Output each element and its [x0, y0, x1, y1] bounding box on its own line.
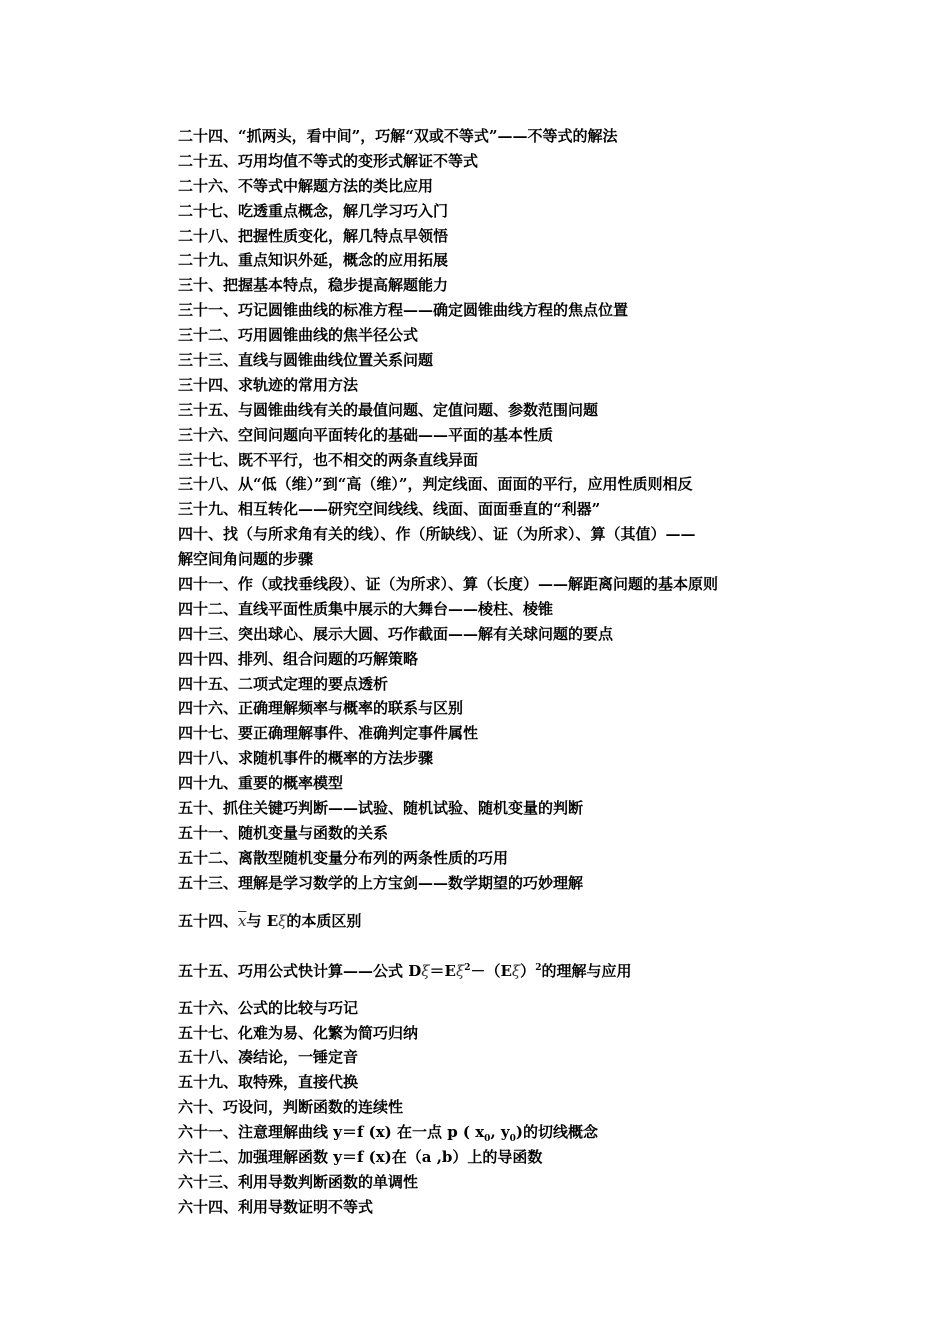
toc-item: 四十、找（与所求角有关的线）、作（所缺线）、证（为所求）、算（其值）—— [178, 525, 696, 544]
toc-list [178, 124, 818, 1220]
toc-item: 四十九、重要的概率模型 [178, 774, 344, 793]
toc-item: 三十九、相互转化——研究空间线线、线面、面面垂直的“利器” [178, 500, 601, 519]
toc-item: 五十一、随机变量与函数的关系 [178, 823, 389, 842]
toc-item: 五十八、凑结论，一锤定音 [178, 1048, 359, 1067]
toc-item-54 [178, 896, 818, 946]
item-text: 的本质区别 [286, 911, 362, 930]
toc-item: 三十四、求轨迹的常用方法 [178, 375, 359, 394]
toc-item: 二十四、“抓两头，看中间”，巧解“双或不等式”——不等式的解法 [178, 127, 618, 145]
item-text: 六十一、注意理解曲线 y＝f (x) 在一点 p ( x [178, 1123, 485, 1142]
x-bar-symbol: $\overline{x}$ [238, 911, 247, 930]
xi-symbol: ξ [278, 911, 287, 930]
toc-item: 六十四、利用导数证明不等式 [178, 1197, 374, 1216]
toc-item: 三十、把握基本特点，稳步提高解题能力 [178, 276, 449, 295]
toc-item: 二十七、吃透重点概念，解几学习巧入门 [178, 201, 449, 220]
xi-symbol: ξ [511, 961, 521, 980]
superscript: 2 [535, 962, 542, 973]
toc-item: 四十四、排列、组合问题的巧解策略 [178, 649, 419, 668]
toc-item: 六十、巧设问，判断函数的连续性 [178, 1098, 404, 1117]
toc-item: 三十五、与圆锥曲线有关的最值问题、定值问题、参数范围问题 [178, 400, 599, 419]
toc-item: 二十九、重点知识外延，概念的应用拓展 [178, 251, 449, 270]
toc-item: 三十一、巧记圆锥曲线的标准方程——确定圆锥曲线方程的焦点位置 [178, 301, 629, 320]
toc-item: 四十一、作（或找垂线段）、证（为所求）、算（长度）——解距离问题的基本原则 [178, 575, 719, 594]
item-text: ） [520, 961, 536, 980]
toc-item: 三十六、空间问题向平面转化的基础——平面的基本性质 [178, 425, 554, 444]
toc-item: 五十三、理解是学习数学的上方宝剑——数学期望的巧妙理解 [178, 873, 584, 892]
item-text: ＝E [429, 961, 456, 980]
toc-item-continuation: 解空间角问题的步骤 [178, 550, 314, 569]
toc-item: 二十八、把握性质变化，解几特点早领悟 [178, 226, 449, 245]
toc-item-61 [178, 1120, 818, 1145]
toc-item: 六十二、加强理解函数 y＝f (x)在（a ,b）上的导函数 [178, 1147, 543, 1166]
toc-item: 五十七、化难为易、化繁为简巧归纳 [178, 1023, 419, 1042]
toc-item: 四十二、直线平面性质集中展示的大舞台——棱柱、棱锥 [178, 599, 554, 618]
toc-item: 五十六、公式的比较与巧记 [178, 998, 359, 1017]
subscript: 0 [484, 1134, 491, 1145]
toc-item-55 [178, 946, 818, 996]
item-text: )的切线概念 [515, 1123, 598, 1142]
toc-item: 二十五、巧用均值不等式的变形式解证不等式 [178, 151, 479, 170]
toc-item: 四十五、二项式定理的要点透析 [178, 674, 389, 693]
item-text: , y [490, 1123, 510, 1142]
item-text: 与 E [246, 911, 279, 930]
toc-item: 四十六、正确理解频率与概率的联系与区别 [178, 699, 464, 718]
toc-item: 五十二、离散型随机变量分布列的两条性质的巧用 [178, 848, 509, 867]
toc-item: 四十七、要正确理解事件、准确判定事件属性 [178, 724, 479, 743]
toc-item: 四十三、突出球心、展示大圆、巧作截面——解有关球问题的要点 [178, 624, 614, 643]
toc-item: 二十六、不等式中解题方法的类比应用 [178, 176, 434, 195]
xi-symbol: ξ [455, 961, 465, 980]
subscript: 0 [509, 1134, 516, 1145]
toc-item: 三十七、既不平行，也不相交的两条直线异面 [178, 450, 479, 469]
item-prefix: 五十五、巧用公式快计算——公式 D [178, 961, 422, 980]
toc-item: 三十八、从“低（维）”到“高（维）”，判定线面、面面的平行，应用性质则相反 [178, 475, 693, 494]
superscript: 2 [464, 962, 471, 973]
toc-item: 五十、抓住关键巧判断——试验、随机试验、随机变量的判断 [178, 799, 584, 818]
item-prefix: 五十四、 [178, 911, 239, 930]
toc-item: 三十二、巧用圆锥曲线的焦半径公式 [178, 326, 419, 345]
item-text: －（E [470, 961, 512, 980]
toc-item: 六十三、利用导数判断函数的单调性 [178, 1172, 419, 1191]
xi-symbol: ξ [421, 961, 430, 980]
item-text: 的理解与应用 [541, 961, 632, 980]
toc-item: 五十九、取特殊，直接代换 [178, 1073, 359, 1092]
toc-item: 四十八、求随机事件的概率的方法步骤 [178, 749, 434, 768]
toc-item: 三十三、直线与圆锥曲线位置关系问题 [178, 351, 434, 370]
